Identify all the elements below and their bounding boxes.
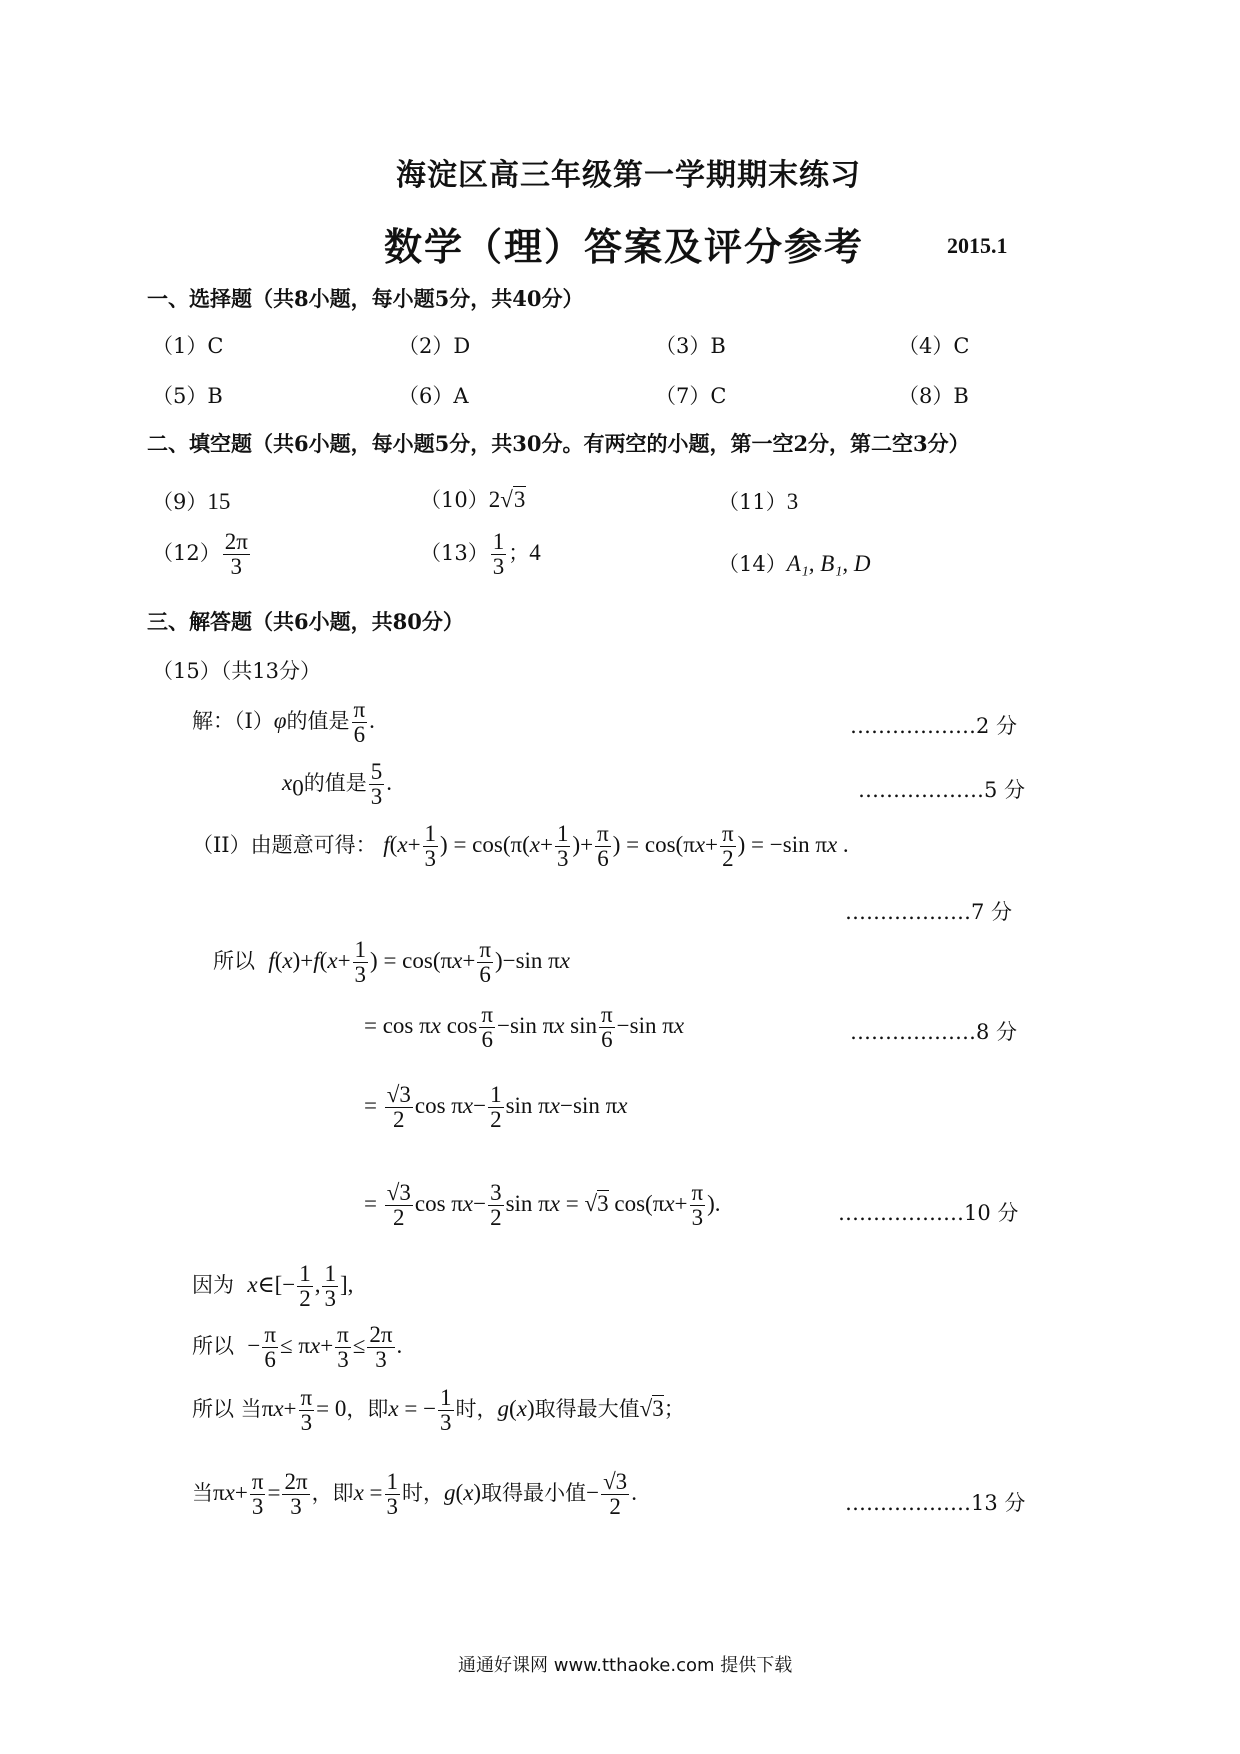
mc-answer-8: （8）B — [898, 384, 969, 408]
solution-max: 所以 当πx+ $\frac{\pi}{3}$ = 0，即x = − $\frac{1}{3}$ 时，g(x)取得最大值√3； — [192, 1385, 685, 1436]
footer-text: 通通好课网 www.tthaoke.com 提供下载 — [458, 1655, 793, 1676]
section2-heading: 二、填空题（共6小题，每小题5分，共30分。有两空的小题，第一空2分，第二空3分） — [147, 431, 970, 456]
section1-heading: 一、选择题（共8小题，每小题5分，共40分） — [147, 286, 584, 311]
solution-part2-line5: = $\frac{√3}{2}$ cos πx− $\frac{3}{2}$ sin πx = √3 cos(πx+ $\frac{\pi}{3}$ ). — [364, 1180, 721, 1231]
mc-answer-4: （4）C — [898, 334, 970, 358]
score-7: ………………7 分 — [845, 900, 1013, 924]
solution-part2-line1: （II）由题意可得： f(x+ $\frac{1}{3}$ ) = cos(π(x+ $\frac{1}{3}$ )+ $\frac{\pi}{6}$ ) = cos(πx+ $\frac{\pi}{2}$ ) = −sin πx . — [192, 821, 849, 872]
solution-part2-line3: = cos πx cos $\frac{\pi}{6}$ −sin πx sin $\frac{\pi}{6}$ −sin πx — [364, 1002, 685, 1053]
fill-answer-9: （9）15 — [152, 489, 231, 514]
mc-answer-3: （3）B — [655, 334, 726, 358]
solution-part1-phi: 解：（I）φ的值是 $\frac{\pi}{6}$ . — [192, 697, 375, 748]
fraction: $\frac{2\pi}{3}$ — [224, 529, 248, 580]
fill-answer-12: （12） $\frac{2\pi}{3}$ — [152, 529, 248, 580]
mc-answer-5: （5）B — [152, 384, 223, 408]
solution-part1-x0: $x_0$的值是 $\frac{5}{3}$ . — [282, 759, 392, 810]
mc-answer-7: （7）C — [655, 384, 727, 408]
score-8: ………………8 分 — [850, 1020, 1018, 1044]
question-15-heading: （15）（共13分） — [152, 659, 321, 683]
mc-answer-6: （6）A — [398, 384, 469, 408]
fraction: $\frac{5}{3}$ — [370, 759, 383, 810]
fraction: $\frac{1}{3}$ — [492, 529, 505, 580]
score-10: ………………10 分 — [838, 1201, 1019, 1225]
doc-date: 2015.1 — [947, 233, 1008, 258]
score-13: ………………13 分 — [845, 1491, 1026, 1515]
fill-answer-11: （11）3 — [718, 489, 799, 514]
solution-part2-line4: = $\frac{√3}{2}$ cos πx− $\frac{1}{2}$ sin πx−sin πx — [364, 1082, 628, 1133]
solution-min: 当πx+ $\frac{\pi}{3}$ = $\frac{2\pi}{3}$ ，即x = $\frac{1}{3}$ 时，g(x)取得最小值− $\frac{√3}{2}$ . — [192, 1469, 637, 1520]
fill-answer-13: （13） $\frac{1}{3}$ ；4 — [420, 529, 541, 580]
mc-answer-1: （1）C — [152, 334, 224, 358]
solution-range: 所以 − $\frac{\pi}{6}$ ≤ πx+ $\frac{\pi}{3}$ ≤ $\frac{2\pi}{3}$ . — [192, 1322, 403, 1373]
section3-heading: 三、解答题（共6小题，共80分） — [147, 609, 464, 634]
mc-answer-2: （2）D — [398, 334, 471, 358]
solution-part2-line2: 所以 f(x)+f(x+ $\frac{1}{3}$ ) = cos(πx+ $\frac{\pi}{6}$ )−sin πx — [213, 937, 570, 988]
sqrt-symbol: √3 — [500, 487, 526, 512]
fraction: $\frac{\pi}{6}$ — [353, 697, 366, 748]
doc-title: 海淀区高三年级第一学期期末练习 — [396, 158, 861, 193]
score-5: ………………5 分 — [858, 778, 1026, 802]
fill-answer-14: （14）A₁, B₁, D — [718, 551, 871, 576]
doc-subtitle: 数学（理）答案及评分参考 — [384, 224, 865, 269]
score-2: ………………2 分 — [850, 714, 1018, 738]
fill-answer-10: （10）2√3 — [420, 487, 526, 512]
solution-because: 因为 x∈[− $\frac{1}{2}$ , $\frac{1}{3}$ ], — [192, 1261, 354, 1312]
